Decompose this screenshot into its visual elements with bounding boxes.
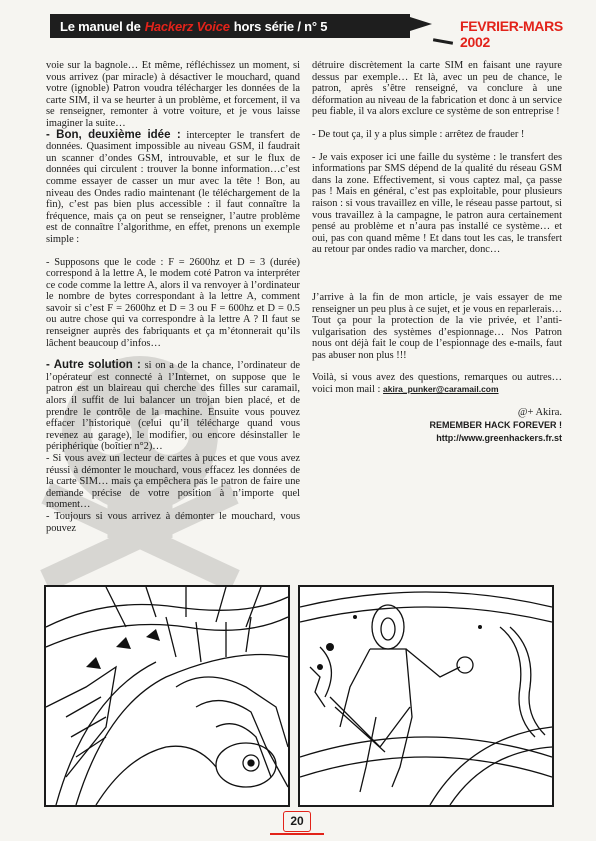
signature-name: @+ Akira.	[517, 406, 562, 418]
left-paragraph-2: intercepter le transfert de données. Quasiment impossible au niveau GSM, il faudrait un scanner d’ondes GSM, introuvable, et sur le flux de données qui circulent : trouver la bonne information…c’est comme essayer de casser un mur avec la tête ! Bon, au niveau des Ondes radio maintenant (le téléchargement de la fin), c’est pas bien plus accessible : il faut connaître la fréquence, mais ça on peut se renseigner, l’autre problème est de connaître l’algorithme, en effet, prenons un exemple simple :	[46, 129, 300, 245]
right-paragraph-1: détruire discrètement la carte SIM en faisant une rayure dessus par exemple… Et là, avec un peu de chance, le patron, après s’être renseigné, va conclure à une déformation au niveau de la fabrication et donc à un service peu fiable, il va alors exclure ce système de son entreprise !	[312, 60, 562, 118]
signature-motto: REMEMBER HACK FOREVER !	[429, 419, 562, 430]
right-paragraph-5: Voilà, si vous avez des questions, remarques ou autres… voici mon mail :	[312, 372, 562, 396]
header-bar	[50, 14, 410, 38]
left-column	[46, 60, 300, 534]
header-arrow	[410, 17, 432, 31]
comic-illustration-creature	[46, 587, 288, 805]
heading-second-idea: - Bon, deuxième idée :	[46, 128, 181, 141]
right-paragraph-4: J’arrive à la fin de mon article, je vais essayer de me renseigner un peu plus à ce sujet, et je vous en reparlerais… Tout ça pour la protection de la vie privée, et l’anti-vulgarisation des systèmes d’espionnage… Nos Patron nous ont déjà fait le coup de l’espionnage des e-mails, faut pas abuser non plus !!!	[312, 291, 562, 361]
comic-panel-left	[44, 585, 290, 807]
header-brand: Hackerz Voice	[144, 18, 230, 34]
heading-other-solution: - Autre solution :	[46, 359, 141, 372]
left-paragraph-5: - Si vous avez un lecteur de cartes à puces et que vous avez réussi à démonter le mouchard, vous effacez les données de la carte SIM… mais ça empêchera pas le patron de faire une demande précise de votre position à n’importe quel moment…	[46, 453, 300, 511]
comic-illustration-diver	[300, 587, 552, 805]
left-paragraph-1: voie sur la bagnole… Et même, réfléchissez un moment, si vous arrivez (par miracle) à désactiver le mouchard, quand votre (ignoble) Patron voudra télécharger les données de la carte SIM, il va se heurter à un problème, et forcement, il va se renseigner, remonter à votre voiture, et je vous laisse imaginer la suite…	[46, 60, 300, 129]
comic-panel-right	[298, 585, 554, 807]
page-number: 20	[283, 811, 311, 832]
page-number-underline	[270, 833, 324, 835]
left-paragraph-6: - Toujours si vous arrivez à démonter le mouchard, vous pouvez	[46, 510, 300, 534]
signature-website-link[interactable]: http://www.greenhackers.fr.st	[436, 432, 562, 443]
left-paragraph-4: si on a de la chance, l’ordinateur de l’opérateur est connecté à l’Internet, on suppose que le patron est un blaireau qui cherche des filles sur caramail, alors il suffit de lui balancer un trojan bien placé, et de prendre le contrôle de la machine. Ensuite vous pouvez effacer l’historique (celui qu’il télécharge quand vous revenez au garage), le modifier, ou encore désinstaller le périphérique (boîtier n°2)…	[46, 360, 300, 453]
right-paragraph-3: - Je vais exposer ici une faille du système : le transfert des informations par SMS dépend de la qualité du réseau GSM dans la zone. Effectivement, si vous captez mal, ça passe pas ! Mais en général, c’est pas exploitable, pour plusieurs raison : si vous travaillez en ville, le réseau passe partout, si vous travaillez à la campagne, le patron aura certainement pensé au problème et n’aura pas installé ce système… et oui, pas con quand même ! Et dans tout les cas, le transfert au retour par ondes radio va marcher, donc…	[312, 151, 562, 256]
issue-date: FEVRIER-MARS 2002	[460, 18, 563, 50]
author-email-link[interactable]: akira_punker@caramail.com	[383, 384, 499, 395]
right-paragraph-2: - De tout ça, il y a plus simple : arrêtez de frauder !	[312, 128, 525, 140]
right-column	[312, 60, 562, 445]
left-paragraph-3: - Supposons que le code : F = 2600hz et D = 3 (durée) correspond à la lettre A, le modem coté Patron va interpréter ce code comme la lettre A, alors il va renvoyer à l’ordinateur le nombre de bytes correspondant à la lettre A, comment savoir si c’est F = 2600hz et D = 3 ou F = 600hz et D = 0.5 ou autre chose qui va correspondre à la lettre A ? Il faut se renseigner auprès des fabriquants et ça m’étonnerait qu’ils lâchent beaucoup d’infos…	[46, 256, 300, 349]
header-prefix: Le manuel de	[60, 18, 141, 34]
header-stroke	[433, 38, 453, 44]
header-suffix: hors série / n° 5	[233, 18, 328, 34]
signature	[312, 406, 562, 445]
